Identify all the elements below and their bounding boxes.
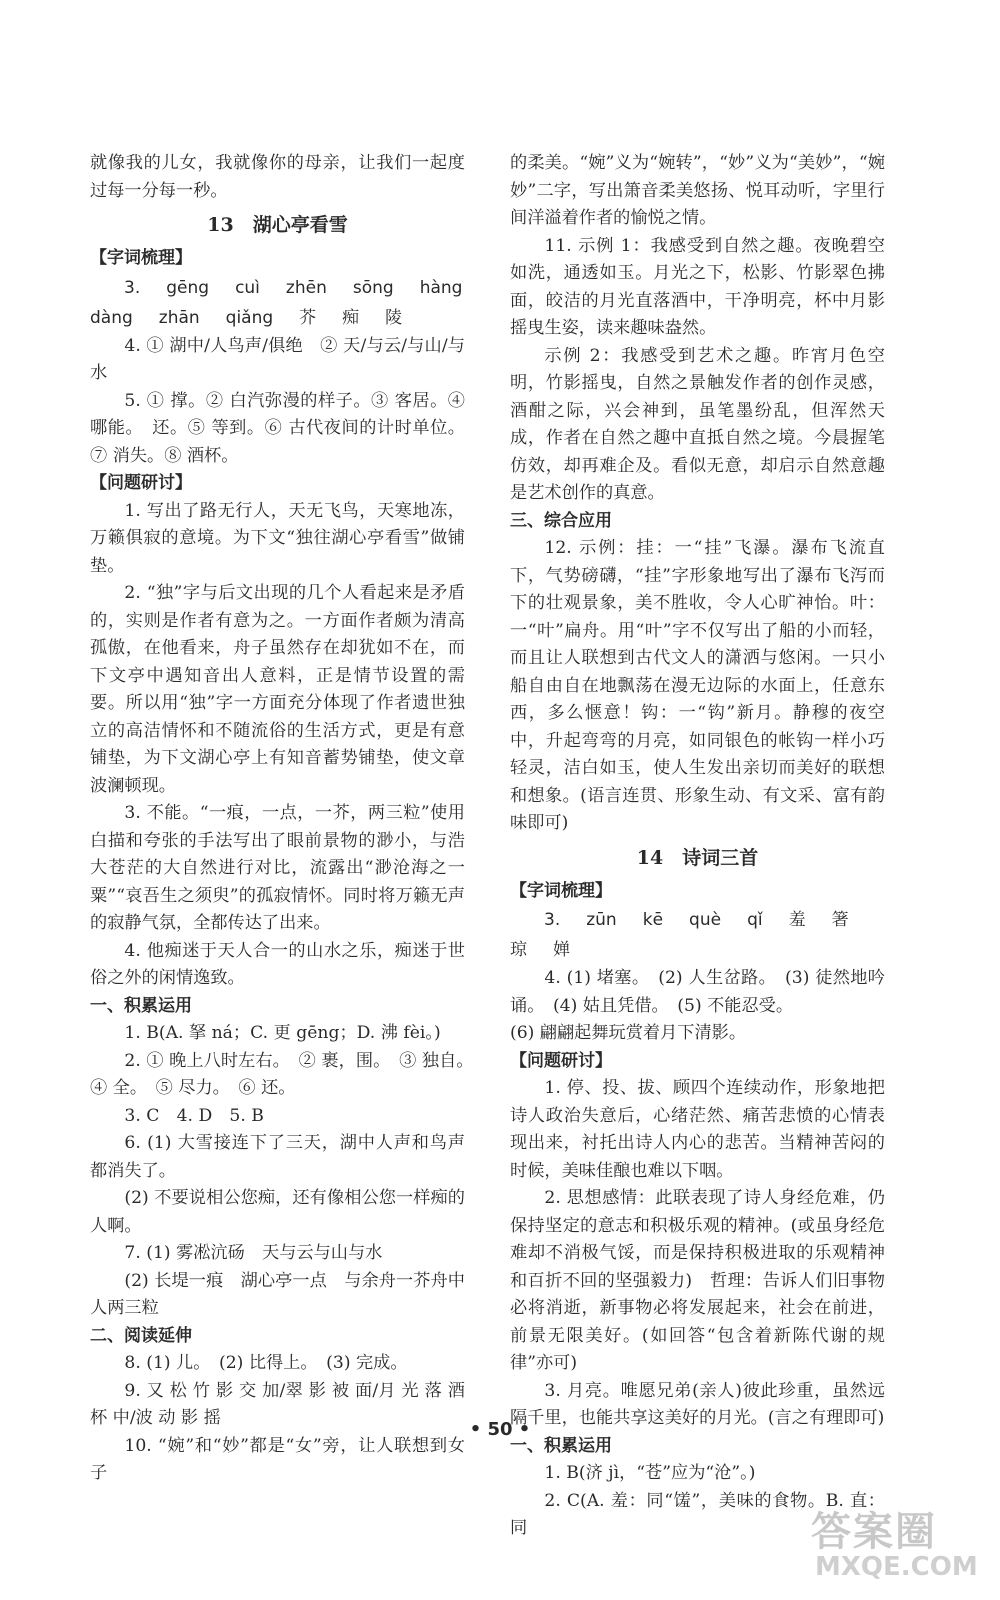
jilei-6a: 6. (1) 大雪接连下了三天，湖中人声和鸟声都消失了。 xyxy=(90,1133,465,1181)
section-wenti-14: 【问题研讨】 xyxy=(510,1050,612,1071)
pinyin: zūn xyxy=(586,910,617,930)
continued-text: 就像我的儿女，我就像你的母亲，让我们一起度过每一分每一秒。 xyxy=(90,153,465,201)
yuedu-10: 10. “婉”和“妙”都是“女”旁，让人联想到女子 xyxy=(90,1435,465,1483)
page-number: • 50 • xyxy=(469,1419,531,1440)
yuedu-11b: 示例 2：我感受到艺术之趣。昨宵月色空明，竹影摇曳，自然之景触发作者的创作灵感，酒酣之际，兴会神到，虽笔墨纷乱，但浑然天成，作者在自然之趣中直抵自然之境。今晨握笔仿效，却再难企及。看似无意，却启示自然意趣是艺术创作的真意。 xyxy=(510,345,885,503)
watermark-logo xyxy=(775,1500,985,1590)
pinyin-row-2 xyxy=(90,303,465,333)
yuedu-8: 8. (1) 儿。 (2) 比得上。 (3) 完成。 xyxy=(124,1353,408,1373)
question-1: 1. 写出了路无行人，天无飞鸟，天寒地冻，万籁俱寂的意境。为下文“独往湖心亭看雪”做铺垫。 xyxy=(90,500,465,576)
pinyin: què xyxy=(689,910,722,930)
jilei-14-1: 1. B(济 jì，“苍”应为“沧”。) xyxy=(544,1463,756,1483)
pinyin: zhān xyxy=(158,307,200,328)
pinyin: hàng xyxy=(419,277,463,298)
pinyin: qǐ xyxy=(747,910,763,930)
yuedu-10-cont: 的柔美。“婉”义为“婉转”，“妙”义为“美妙”，“婉妙”二字，写出箫音柔美悠扬、悦耳动听，字里行间洋溢着作者的愉悦之情。 xyxy=(510,153,885,228)
pinyin: 琼 xyxy=(510,940,527,960)
section-zici-14: 【字词梳理】 xyxy=(510,880,612,901)
pinyin: 陵 xyxy=(385,307,403,328)
wenti-14-1: 1. 停、投、拔、顾四个连续动作，形象地把诗人政治失意后，心绪茫然、痛苦悲愤的心情表现出来，衬托出诗人内心的悲苦。当精神苦闷的时候，美味佳酿也难以下咽。 xyxy=(510,1078,885,1181)
section-yuedu-13: 二、阅读延伸 xyxy=(90,1325,192,1346)
pinyin: 痴 xyxy=(342,307,360,328)
question-3: 3. 不能。“一痕，一点，一芥，两三粒”使用白描和夸张的手法写出了眼前景物的渺小，与浩大苍茫的大自然进行对比，流露出“渺沧海之一粟”“哀吾生之须臾”的孤寂情怀。同时将万籁无声的寂静气氛，全都传达了出来。 xyxy=(90,803,465,933)
pinyin: zhēn xyxy=(285,277,327,298)
section-jilei-14: 一、积累运用 xyxy=(510,1435,612,1456)
question-4: 4. 他痴迷于天人合一的山水之乐，痴迷于世俗之外的闲情逸致。 xyxy=(90,940,465,988)
pinyin: 婵 xyxy=(553,940,570,960)
pinyin: 羞 xyxy=(788,910,806,930)
lesson-13-title: 13 湖心亭看雪 xyxy=(207,214,348,236)
jilei-3: 3. C 4. D 5. B xyxy=(124,1105,264,1126)
section-wenti-13: 【问题研讨】 xyxy=(90,473,192,493)
answer-5: 5. ① 撑。② 白汽弥漫的样子。③ 客居。④ 哪能。 还。⑤ 等到。⑥ 古代夜间的计时单位。⑦ 消失。⑧ 酒杯。 xyxy=(90,390,465,466)
pinyin: 芥 xyxy=(299,307,317,328)
pinyin: 箸 xyxy=(831,910,849,930)
section-zonghe-13: 三、综合应用 xyxy=(510,510,612,531)
jilei-14-2: 2. C(A. 羞：同“馐”，美味的食物。B. 直：同 xyxy=(510,1490,885,1538)
jilei-1: 1. B(A. 拏 ná；C. 更 gēng；D. 沸 fèi。) xyxy=(124,1023,441,1043)
section-jilei-13: 一、积累运用 xyxy=(90,995,192,1016)
pinyin: 3. xyxy=(544,910,561,930)
answer-4: 4. ① 湖中/人鸟声/俱绝 ② 天/与云/与山/与水 xyxy=(90,335,465,383)
answer-14-4b: (6) 翩翩起舞玩赏着月下清影。 xyxy=(510,1023,747,1043)
yuedu-11a: 11. 示例 1：我感受到自然之趣。夜晚碧空如洗，通透如玉。月光之下，松影、竹影翠色拂面，皎洁的月光直落酒中，干净明亮，杯中月影摇曳生姿，读来趣味盎然。 xyxy=(510,235,885,338)
wenti-14-2: 2. 思想感情：此联表现了诗人身经危难，仍保持坚定的意志和积极乐观的精神。(或虽身经危难却不消极气馁，而是保持积极进取的乐观精神和百折不回的坚强毅力) 哲理：告诉人们旧事物必将消逝，新事物必将发展起来，社会在前进，前景无限美好。(如回答“包含着新陈代谢的规律”亦可) xyxy=(510,1188,885,1373)
lesson-14-title: 14 诗词三首 xyxy=(636,846,759,869)
watermark-text: 答案圈 xyxy=(811,1509,937,1555)
pinyin: qiǎng xyxy=(225,307,274,328)
question-2: 2. “独”字与后文出现的几个人看起来是矛盾的，实则是作者有意为之。一方面作者颇为清高孤傲，在他看来，舟子虽然存在却犹如不在，而下文亭中遇知音出人意料，正是情节设置的需要。所以用“独”字一方面充分体现了作者遗世独立的高洁情怀和不随流俗的生活方式，更是有意铺垫，为下文湖心亭上有知音蓄势铺垫，使文章波澜顿现。 xyxy=(90,583,465,796)
wenti-14-3: 3. 月亮。唯愿兄弟(亲人)彼此珍重，虽然远隔千里，也能共享这美好的月光。(言之有理即可) xyxy=(510,1380,885,1428)
zonghe-12: 12. 示例：挂：一“挂”飞瀑。瀑布飞流直下，气势磅礴，“挂”字形象地写出了瀑布飞泻而下的壮观景象，美不胜收，令人心旷神怡。叶：一“叶”扁舟。用“叶”字不仅写出了船的小而轻，而且让人联想到古代文人的潇洒与悠闲。一只小船自由自在地飘荡在漫无边际的水面上，任意东西，多么惬意！钩：一“钩”新月。静穆的夜空中，升起弯弯的月亮，如同银色的帐钩一样小巧轻灵，洁白如玉，使人生发出亲切而美好的联想和想象。(语言连贯、形象生动、有文采、富有韵味即可) xyxy=(510,538,885,833)
pinyin: 3. xyxy=(124,277,141,298)
jilei-7b: (2) 长堤一痕 湖心亭一点 与余舟一芥舟中人两三粒 xyxy=(90,1270,465,1318)
right-column xyxy=(510,150,885,1543)
watermark-url: MXQE.COM xyxy=(815,1552,978,1582)
section-zici-13: 【字词梳理】 xyxy=(90,248,192,268)
pinyin: gēng xyxy=(166,277,210,298)
jilei-7a: 7. (1) 雾凇沆砀 天与云与山与水 xyxy=(124,1243,383,1263)
pinyin: dàng xyxy=(90,307,133,328)
pinyin: kē xyxy=(642,910,664,930)
answer-14-4a: 4. (1) 堵塞。 (2) 人生岔路。 (3) 徒然地吟诵。 (4) 姑且凭借。 (5) 不能忍受。 xyxy=(510,968,885,1016)
pinyin-row-3 xyxy=(510,905,885,965)
pinyin: sōng xyxy=(352,277,394,298)
left-column xyxy=(90,150,483,1488)
jilei-2: 2. ① 晚上八时左右。 ② 裹，围。 ③ 独自。 ④ 全。 ⑤ 尽力。 ⑥ 还。 xyxy=(90,1050,483,1098)
pinyin: cuì xyxy=(235,277,260,298)
jilei-6b: (2) 不要说相公您痴，还有像相公您一样痴的人啊。 xyxy=(90,1188,465,1236)
pinyin-row-1 xyxy=(90,273,465,303)
yuedu-9: 9. 又 松 竹 影 交 加/翠 影 被 面/月 光 落 酒 杯 中/波 动 影 摇 xyxy=(90,1380,465,1428)
